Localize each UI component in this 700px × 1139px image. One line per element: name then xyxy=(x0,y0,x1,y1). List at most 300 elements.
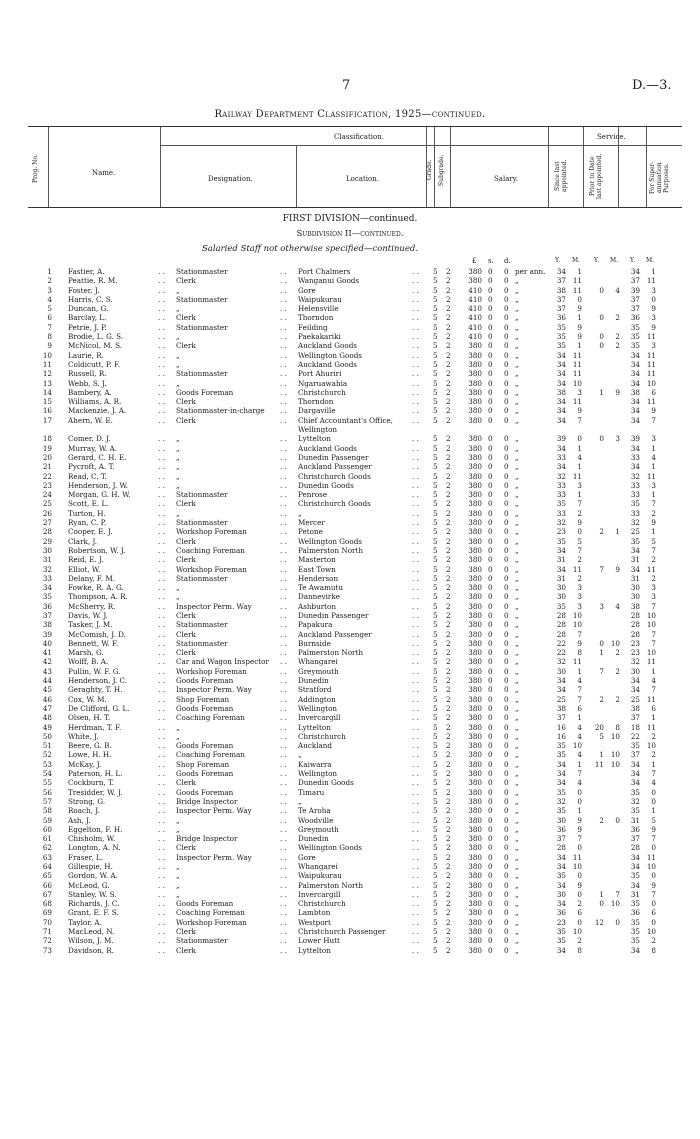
cell-since-months: 11 xyxy=(572,359,582,369)
cell-pence: 0 xyxy=(504,294,509,304)
cell-designation: „ xyxy=(176,285,180,295)
leader-dots: . . xyxy=(158,936,165,946)
cell-super-months: 1 xyxy=(651,666,656,676)
cell-salary-period: „ xyxy=(515,834,519,844)
cell-super-years: 31 xyxy=(630,815,640,825)
cell-since-years: 23 xyxy=(556,917,566,927)
cell-prog-no: 1 xyxy=(47,267,52,276)
cell-prior-years: 20 xyxy=(594,722,604,732)
cell-name: Strong, G. xyxy=(68,796,106,806)
cell-shillings: 0 xyxy=(488,796,493,806)
cell-designation: Inspector Perm. Way xyxy=(176,806,252,816)
cell-designation: Clerk xyxy=(176,610,196,620)
cell-super-months: 1 xyxy=(651,527,656,537)
cell-super-years: 30 xyxy=(630,666,640,676)
cell-super-months: 9 xyxy=(651,518,656,528)
cell-shillings: 0 xyxy=(488,620,493,630)
leader-dots: . . xyxy=(280,657,287,667)
cell-since-months: 0 xyxy=(577,889,582,899)
leader-dots: . . xyxy=(158,527,165,537)
cell-pence: 0 xyxy=(504,452,509,462)
cell-pence: 0 xyxy=(504,917,509,927)
cell-super-years: 34 xyxy=(630,778,640,788)
table-row xyxy=(0,351,700,360)
cell-super-months: 0 xyxy=(651,871,656,881)
table-row xyxy=(0,685,700,694)
cell-location: Addington xyxy=(298,694,336,704)
table-header xyxy=(28,126,682,208)
cell-since-years: 34 xyxy=(556,880,566,890)
cell-location: Thorndon xyxy=(298,313,334,323)
leader-dots: . . xyxy=(412,722,419,732)
table-row xyxy=(0,946,700,955)
leader-dots: . . xyxy=(412,731,419,741)
cell-salary-period: „ xyxy=(515,480,519,490)
leader-dots: . . xyxy=(158,397,165,407)
table-row xyxy=(0,323,700,332)
table-row xyxy=(0,276,700,285)
cell-designation: Inspector Perm. Way xyxy=(176,852,252,862)
cell-prior-months: 2 xyxy=(615,648,620,658)
cell-pence: 0 xyxy=(504,638,509,648)
cell-prior-months: 2 xyxy=(615,341,620,351)
table-row xyxy=(0,527,700,536)
table-row xyxy=(0,853,700,862)
table-row xyxy=(0,304,700,313)
cell-grade: 5 xyxy=(433,629,438,639)
leader-dots: . . xyxy=(158,806,165,816)
cell-super-months: 2 xyxy=(651,508,656,518)
cell-since-years: 38 xyxy=(556,703,566,713)
cell-grade: 5 xyxy=(433,657,438,667)
leader-dots: . . xyxy=(412,341,419,351)
cell-since-years: 34 xyxy=(556,676,566,686)
leader-dots: . . xyxy=(158,359,165,369)
cell-prog-no: 31 xyxy=(42,555,52,565)
leader-dots: . . xyxy=(412,945,419,955)
leader-dots: . . xyxy=(412,387,419,397)
leader-dots: . . xyxy=(280,443,287,453)
cell-since-months: 3 xyxy=(577,592,582,602)
cell-pence: 0 xyxy=(504,750,509,760)
cell-since-years: 16 xyxy=(556,731,566,741)
cell-designation: Goods Foreman xyxy=(176,769,234,779)
cell-grade: 5 xyxy=(433,676,438,686)
cell-super-months: 1 xyxy=(651,267,656,276)
leader-dots: . . xyxy=(158,294,165,304)
cell-salary-pounds: 380 xyxy=(468,462,482,472)
table-row xyxy=(0,286,700,295)
leader-dots: . . xyxy=(412,322,419,332)
cell-location: „ xyxy=(298,508,302,518)
leader-dots: . . xyxy=(158,815,165,825)
cell-name: Herdman, T. F. xyxy=(68,722,122,732)
cell-super-years: 23 xyxy=(630,638,640,648)
cell-prog-no: 19 xyxy=(42,443,52,453)
cell-since-years: 22 xyxy=(556,648,566,658)
cell-name: White, J. xyxy=(68,731,99,741)
leader-dots: . . xyxy=(280,713,287,723)
cell-since-years: 35 xyxy=(556,341,566,351)
table-row xyxy=(0,462,700,471)
cell-since-years: 30 xyxy=(556,815,566,825)
cell-salary-pounds: 410 xyxy=(468,294,482,304)
cell-pence: 0 xyxy=(504,862,509,871)
cell-pence: 0 xyxy=(504,787,509,797)
cell-designation: „ xyxy=(176,359,180,369)
cell-pence: 0 xyxy=(504,806,509,816)
cell-subgrade: 2 xyxy=(446,703,451,713)
leader-dots: . . xyxy=(412,908,419,918)
cell-pence: 0 xyxy=(504,406,509,416)
cell-super-years: 35 xyxy=(630,927,640,937)
cell-name: Russell, R. xyxy=(68,369,107,379)
cell-super-months: 7 xyxy=(651,889,656,899)
cell-salary-pounds: 380 xyxy=(468,945,482,955)
leader-dots: . . xyxy=(158,555,165,565)
cell-grade: 5 xyxy=(433,443,438,453)
cell-name: Fraser, L. xyxy=(68,852,103,862)
cell-shillings: 0 xyxy=(488,843,493,853)
cell-salary-pounds: 410 xyxy=(468,313,482,323)
cell-salary-period: „ xyxy=(515,620,519,630)
cell-prog-no: 52 xyxy=(42,750,52,760)
cell-designation: „ xyxy=(176,815,180,825)
cell-subgrade: 2 xyxy=(446,871,451,881)
cell-salary-period: „ xyxy=(515,676,519,686)
table-row xyxy=(0,732,700,741)
cell-name: Ash, J. xyxy=(68,815,91,825)
table-row xyxy=(0,332,700,341)
cell-prior-months: 2 xyxy=(615,313,620,323)
leader-dots: . . xyxy=(158,778,165,788)
cell-prog-no: 36 xyxy=(42,601,52,611)
leader-dots: . . xyxy=(280,397,287,407)
cell-salary-period: „ xyxy=(515,908,519,918)
cell-pence: 0 xyxy=(504,666,509,676)
cell-name: Webb, S. J. xyxy=(68,378,107,388)
cell-since-years: 35 xyxy=(556,499,566,509)
cell-salary-period: „ xyxy=(515,769,519,779)
cell-location: Christchurch Goods xyxy=(298,471,371,481)
cell-shillings: 0 xyxy=(488,518,493,528)
cell-location: Westport xyxy=(298,917,331,927)
cell-since-years: 39 xyxy=(556,434,566,444)
cell-salary-period: „ xyxy=(515,741,519,751)
cell-designation: Stationmaster xyxy=(176,369,228,379)
cell-shillings: 0 xyxy=(488,332,493,342)
cell-super-years: 34 xyxy=(630,350,640,360)
cell-since-years: 35 xyxy=(556,927,566,937)
cell-designation: Clerk xyxy=(176,536,196,546)
cell-designation: „ xyxy=(176,304,180,314)
table-row xyxy=(0,620,700,629)
cell-since-years: 35 xyxy=(556,332,566,342)
cell-salary-period: „ xyxy=(515,294,519,304)
cell-subgrade: 2 xyxy=(446,294,451,304)
cell-grade: 5 xyxy=(433,936,438,946)
cell-shillings: 0 xyxy=(488,657,493,667)
cell-pence: 0 xyxy=(504,676,509,686)
cell-shillings: 0 xyxy=(488,666,493,676)
cell-shillings: 0 xyxy=(488,592,493,602)
cell-prior-years: 0 xyxy=(599,638,604,648)
table-row xyxy=(0,313,700,322)
cell-since-months: 11 xyxy=(572,852,582,862)
cell-since-years: 33 xyxy=(556,490,566,500)
cell-salary-period: „ xyxy=(515,703,519,713)
cell-since-years: 34 xyxy=(556,862,566,871)
cell-super-months: 5 xyxy=(651,536,656,546)
cell-designation: Stationmaster xyxy=(176,267,228,276)
cell-shillings: 0 xyxy=(488,917,493,927)
cell-super-months: 9 xyxy=(651,880,656,890)
cell-pence: 0 xyxy=(504,369,509,379)
table-row xyxy=(0,406,700,415)
leader-dots: . . xyxy=(412,750,419,760)
cell-salary-period: „ xyxy=(515,341,519,351)
cell-prog-no: 37 xyxy=(42,610,52,620)
cell-super-years: 35 xyxy=(630,332,640,342)
cell-prior-years: 2 xyxy=(599,694,604,704)
leader-dots: . . xyxy=(412,862,419,871)
leader-dots: . . xyxy=(280,480,287,490)
cell-salary-period: „ xyxy=(515,806,519,816)
cell-salary-period: „ xyxy=(515,871,519,881)
cell-subgrade: 2 xyxy=(446,490,451,500)
cell-prior-months: 7 xyxy=(615,889,620,899)
cell-designation: Bridge Inspector xyxy=(176,834,238,844)
cell-since-years: 30 xyxy=(556,666,566,676)
table-row xyxy=(0,574,700,583)
cell-shillings: 0 xyxy=(488,583,493,593)
cell-salary-pounds: 380 xyxy=(468,536,482,546)
cell-since-years: 32 xyxy=(556,796,566,806)
table-row xyxy=(0,843,700,852)
cell-subgrade: 2 xyxy=(446,676,451,686)
leader-dots: . . xyxy=(158,917,165,927)
cell-super-years: 36 xyxy=(630,824,640,834)
cell-prior-months: 10 xyxy=(610,759,620,769)
cell-shillings: 0 xyxy=(488,313,493,323)
cell-subgrade: 2 xyxy=(446,852,451,862)
cell-since-years: 34 xyxy=(556,378,566,388)
cell-subgrade: 2 xyxy=(446,731,451,741)
table-row xyxy=(0,499,700,508)
cell-prog-no: 43 xyxy=(42,666,52,676)
cell-designation: „ xyxy=(176,462,180,472)
cell-since-years: 34 xyxy=(556,769,566,779)
cell-salary-pounds: 380 xyxy=(468,880,482,890)
cell-super-months: 11 xyxy=(646,350,656,360)
leader-dots: . . xyxy=(158,731,165,741)
cell-since-months: 1 xyxy=(577,490,582,500)
cell-location: Port Chalmers xyxy=(298,267,351,276)
cell-since-months: 4 xyxy=(577,731,582,741)
cell-super-years: 30 xyxy=(630,592,640,602)
leader-dots: . . xyxy=(280,304,287,314)
cell-location: Paekakariki xyxy=(298,332,341,342)
cell-since-years: 28 xyxy=(556,610,566,620)
cell-subgrade: 2 xyxy=(446,862,451,871)
leader-dots: . . xyxy=(280,927,287,937)
cell-super-years: 34 xyxy=(630,880,640,890)
cell-shillings: 0 xyxy=(488,927,493,937)
cell-location: Wellington Goods xyxy=(298,536,362,546)
table-row xyxy=(0,388,700,397)
cell-salary-period: „ xyxy=(515,592,519,602)
cell-designation: Coaching Foreman xyxy=(176,545,245,555)
cell-since-months: 4 xyxy=(577,452,582,462)
leader-dots: . . xyxy=(280,741,287,751)
leader-dots: . . xyxy=(280,908,287,918)
cell-designation: Goods Foreman xyxy=(176,703,234,713)
cell-super-years: 35 xyxy=(630,917,640,927)
leader-dots: . . xyxy=(280,703,287,713)
leader-dots: . . xyxy=(412,927,419,937)
cell-prog-no: 65 xyxy=(42,871,52,881)
cell-shillings: 0 xyxy=(488,434,493,444)
cell-salary-period: „ xyxy=(515,880,519,890)
cell-prog-no: 33 xyxy=(42,573,52,583)
cell-grade: 5 xyxy=(433,666,438,676)
cell-prior-years: 1 xyxy=(599,387,604,397)
cell-prog-no: 30 xyxy=(42,545,52,555)
cell-prog-no: 55 xyxy=(42,778,52,788)
cell-super-years: 38 xyxy=(630,601,640,611)
cell-super-years: 32 xyxy=(630,796,640,806)
cell-since-years: 22 xyxy=(556,638,566,648)
leader-dots: . . xyxy=(158,610,165,620)
cell-since-years: 34 xyxy=(556,685,566,695)
cell-name: Tasker, J. M. xyxy=(68,620,113,630)
cell-subgrade: 2 xyxy=(446,378,451,388)
cell-shillings: 0 xyxy=(488,378,493,388)
leader-dots: . . xyxy=(412,276,419,286)
cell-prog-no: 70 xyxy=(42,917,52,927)
cell-super-years: 31 xyxy=(630,555,640,565)
cell-salary-pounds: 380 xyxy=(468,471,482,481)
leader-dots: . . xyxy=(158,601,165,611)
cell-prog-no: 12 xyxy=(42,369,52,379)
cell-salary-period: „ xyxy=(515,917,519,927)
cell-prior-years: 0 xyxy=(599,341,604,351)
cell-subgrade: 2 xyxy=(446,601,451,611)
cell-super-years: 38 xyxy=(630,703,640,713)
cell-shillings: 0 xyxy=(488,536,493,546)
cell-prog-no: 11 xyxy=(42,359,52,369)
cell-designation: „ xyxy=(176,480,180,490)
cell-super-months: 9 xyxy=(651,322,656,332)
cell-prior-years: 7 xyxy=(599,564,604,574)
cell-prog-no: 47 xyxy=(42,703,52,713)
cell-shillings: 0 xyxy=(488,387,493,397)
cell-pence: 0 xyxy=(504,350,509,360)
leader-dots: . . xyxy=(158,657,165,667)
cell-name: Beere, G. B. xyxy=(68,741,112,751)
cell-super-years: 34 xyxy=(630,564,640,574)
cell-super-months: 4 xyxy=(651,452,656,462)
cell-grade: 5 xyxy=(433,778,438,788)
cell-designation: „ xyxy=(176,862,180,871)
cell-location: Invercargill xyxy=(298,889,341,899)
cell-salary-pounds: 380 xyxy=(468,871,482,881)
header-salary: Salary. xyxy=(494,175,518,183)
cell-since-months: 11 xyxy=(572,657,582,667)
cell-since-months: 0 xyxy=(577,787,582,797)
cell-name: McNicol, M. S. xyxy=(68,341,123,351)
cell-shillings: 0 xyxy=(488,452,493,462)
cell-location: Waipukurau xyxy=(298,871,342,881)
cell-since-years: 32 xyxy=(556,518,566,528)
leader-dots: . . xyxy=(158,666,165,676)
cell-designation: Shop Foreman xyxy=(176,694,230,704)
cell-super-years: 37 xyxy=(630,750,640,760)
cell-shillings: 0 xyxy=(488,601,493,611)
cell-location: Wellington xyxy=(298,703,338,713)
cell-name: Eggelton, F. H. xyxy=(68,824,123,834)
cell-prog-no: 60 xyxy=(42,824,52,834)
cell-super-months: 10 xyxy=(646,648,656,658)
cell-name: Gillespie, H. xyxy=(68,862,113,871)
cell-pence: 0 xyxy=(504,443,509,453)
leader-dots: . . xyxy=(158,313,165,323)
cell-shillings: 0 xyxy=(488,862,493,871)
cell-shillings: 0 xyxy=(488,731,493,741)
cell-name: Elliot, W. xyxy=(68,564,101,574)
cell-subgrade: 2 xyxy=(446,285,451,295)
cell-grade: 5 xyxy=(433,378,438,388)
cell-name: Henderson, J. W. xyxy=(68,480,128,490)
cell-name: Morgan, G. H. W. xyxy=(68,490,131,500)
cell-prog-no: 32 xyxy=(42,564,52,574)
cell-pence: 0 xyxy=(504,936,509,946)
cell-super-years: 35 xyxy=(630,899,640,909)
cell-prog-no: 13 xyxy=(42,378,52,388)
leader-dots: . . xyxy=(158,276,165,286)
leader-dots: . . xyxy=(280,731,287,741)
cell-shillings: 0 xyxy=(488,703,493,713)
leader-dots: . . xyxy=(280,359,287,369)
cell-name: Comer, D. J. xyxy=(68,434,111,444)
leader-dots: . . xyxy=(280,629,287,639)
staff-table xyxy=(0,267,700,955)
cell-designation: Workshop Foreman xyxy=(176,527,247,537)
leader-dots: . . xyxy=(280,676,287,686)
cell-grade: 5 xyxy=(433,276,438,286)
leader-dots: . . xyxy=(412,434,419,444)
cell-super-years: 37 xyxy=(630,713,640,723)
cell-super-months: 4 xyxy=(651,778,656,788)
cell-pence: 0 xyxy=(504,927,509,937)
leader-dots: . . xyxy=(280,778,287,788)
leader-dots: . . xyxy=(280,583,287,593)
cell-shillings: 0 xyxy=(488,462,493,472)
cell-super-years: 34 xyxy=(630,267,640,276)
cell-prior-years: 1 xyxy=(599,750,604,760)
header-for-super: For Super-annuation Purposes. xyxy=(649,161,670,195)
leader-dots: . . xyxy=(280,452,287,462)
cell-salary-period: „ xyxy=(515,657,519,667)
cell-since-months: 2 xyxy=(577,936,582,946)
cell-salary-period: „ xyxy=(515,824,519,834)
leader-dots: . . xyxy=(412,806,419,816)
cell-designation: Clerk xyxy=(176,313,196,323)
cell-name: McSherry, R. xyxy=(68,601,116,611)
cell-pence: 0 xyxy=(504,889,509,899)
header-prior-to: Prior to Date last appointed. xyxy=(589,153,603,199)
cell-since-years: 35 xyxy=(556,871,566,881)
